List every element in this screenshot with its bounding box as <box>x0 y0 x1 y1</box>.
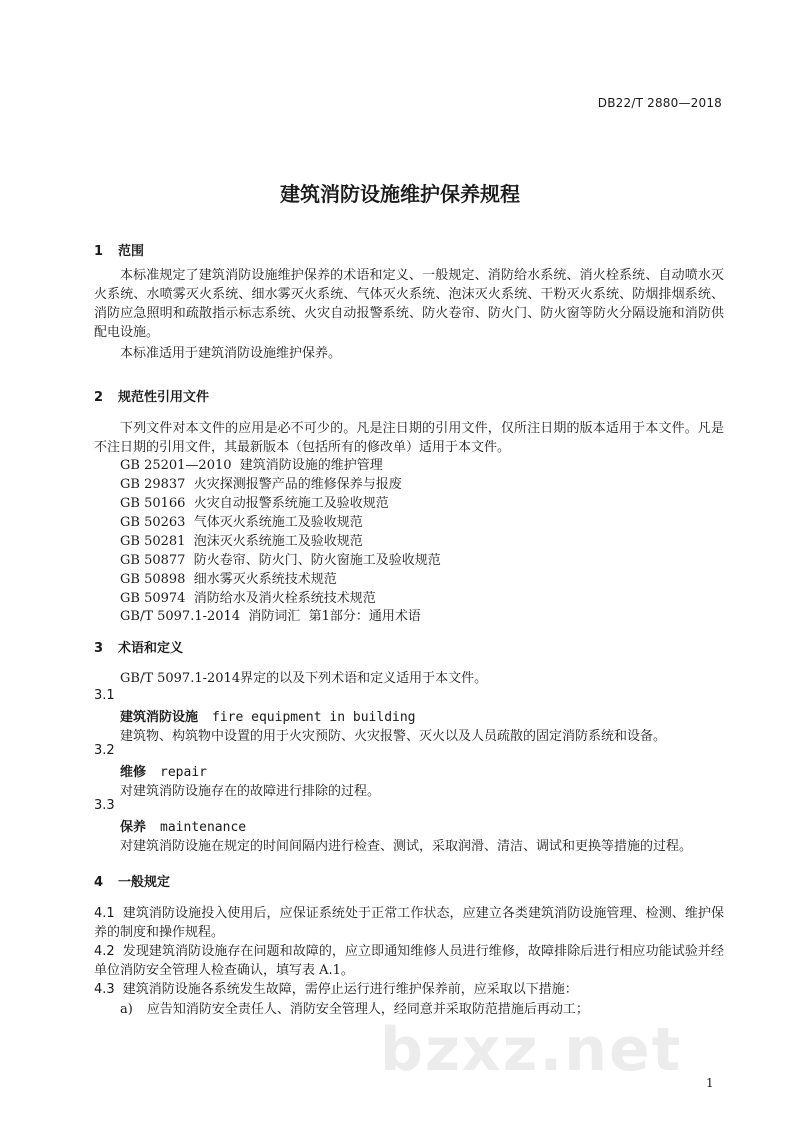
section-3-heading <box>94 637 183 656</box>
reference-item: GB 50166 火灾自动报警系统施工及验收规范 <box>120 496 389 511</box>
term-entry <box>120 816 246 835</box>
item-text: 应告知消防安全责任人、消防安全管理人，经同意并采取防范措施后再动工； <box>146 1002 589 1017</box>
reference-item: GB 25201—2010 建筑消防设施的维护管理 <box>120 458 383 473</box>
term-chinese: 建筑消防设施 <box>120 710 199 725</box>
document-title: 建筑消防设施维护保养规程 <box>280 182 520 206</box>
reference-item: GB 50877 防火卷帘、防火门、防火窗施工及验收规范 <box>120 553 441 568</box>
section-1-paragraph-2: 本标准适用于建筑消防设施维护保养。 <box>120 346 342 361</box>
term-number: 3.3 <box>94 798 115 813</box>
term-entry <box>120 761 207 780</box>
clause-number: 4.3 <box>94 982 115 997</box>
item-label: a) <box>120 1002 133 1017</box>
section-2-heading <box>94 386 209 405</box>
clause-text: 发现建筑消防设施存在问题和故障的，应立即通知维修人员进行维修，故障排除后进行相应功能试验并经单位消防安全管理人检查确认，填写表 A.1。 <box>94 944 724 978</box>
reference-item: GB 50263 气体灭火系统施工及验收规范 <box>120 515 363 530</box>
reference-item: GB 50281 泡沫灭火系统施工及验收规范 <box>120 534 363 549</box>
section-number: 1 <box>94 244 104 259</box>
term-entry <box>120 706 416 725</box>
reference-item: GB 29837 火灾探测报警产品的维修保养与报废 <box>120 477 402 492</box>
page-number: 1 <box>706 1076 714 1090</box>
list-item-a <box>120 998 589 1017</box>
reference-item: GB 50974 消防给水及消火栓系统技术规范 <box>120 591 376 606</box>
standard-code: DB22/T 2880—2018 <box>597 96 722 110</box>
term-number: 3.2 <box>94 743 115 758</box>
section-title: 一般规定 <box>118 875 171 890</box>
clause-4-1 <box>94 904 724 942</box>
reference-item: GB 50898 细水雾灭火系统技术规范 <box>120 572 337 587</box>
term-chinese: 保养 <box>120 820 147 835</box>
clause-4-3 <box>94 980 724 999</box>
term-definition: 对建筑消防设施存在的故障进行排除的过程。 <box>120 784 381 799</box>
clause-number: 4.2 <box>94 944 115 959</box>
clause-text: 建筑消防设施投入使用后，应保证系统处于正常工作状态，应建立各类建筑消防设施管理、检测、维护保养的制度和操作规程。 <box>94 906 724 940</box>
term-english: fire equipment in building <box>212 710 416 725</box>
section-1-paragraph-1: 本标准规定了建筑消防设施维护保养的术语和定义、一般规定、消防给水系统、消火栓系统、自动喷水灭火系统、水喷雾灭火系统、细水雾灭火系统、气体灭火系统、泡沫灭火系统、干粉灭火系统、防烟排烟系统、消防应急照明和疏散指示标志系统、火灾自动报警系统、防火卷帘、防火门、防火窗等防火分隔设施和消防供配电设施。 <box>94 268 724 340</box>
clause-4-2 <box>94 942 724 980</box>
section-4-heading <box>94 871 170 890</box>
section-title: 术语和定义 <box>118 641 184 656</box>
watermark: bzxz.net <box>380 1015 683 1085</box>
term-definition: 建筑物、构筑物中设置的用于火灾预防、火灾报警、灭火以及人员疏散的固定消防系统和设备。 <box>120 729 667 744</box>
term-english: maintenance <box>160 820 247 835</box>
section-1-heading <box>94 240 144 259</box>
clause-number: 4.1 <box>94 906 115 921</box>
section-title: 范围 <box>118 244 145 259</box>
term-number: 3.1 <box>94 688 115 703</box>
section-title: 规范性引用文件 <box>118 390 210 405</box>
section-3-paragraph-1: GB/T 5097.1-2014界定的以及下列术语和定义适用于本文件。 <box>120 671 488 686</box>
term-definition: 对建筑消防设施在规定的时间间隔内进行检查、测试，采取润滑、清洁、调试和更换等措施的过程。 <box>120 839 693 854</box>
section-2-paragraph-1: 下列文件对本文件的应用是必不可少的。凡是注日期的引用文件，仅所注日期的版本适用于本文件。凡是不注日期的引用文件，其最新版本（包括所有的修改单）适用于本文件。 <box>94 421 724 455</box>
term-english: repair <box>160 765 207 780</box>
reference-item: GB/T 5097.1-2014 消防词汇 第1部分：通用术语 <box>120 609 421 624</box>
section-number: 2 <box>94 390 104 405</box>
section-number: 4 <box>94 875 104 890</box>
term-chinese: 维修 <box>120 765 147 780</box>
clause-text: 建筑消防设施各系统发生故障，需停止运行进行维护保养前，应采取以下措施： <box>122 982 578 997</box>
section-number: 3 <box>94 641 104 656</box>
